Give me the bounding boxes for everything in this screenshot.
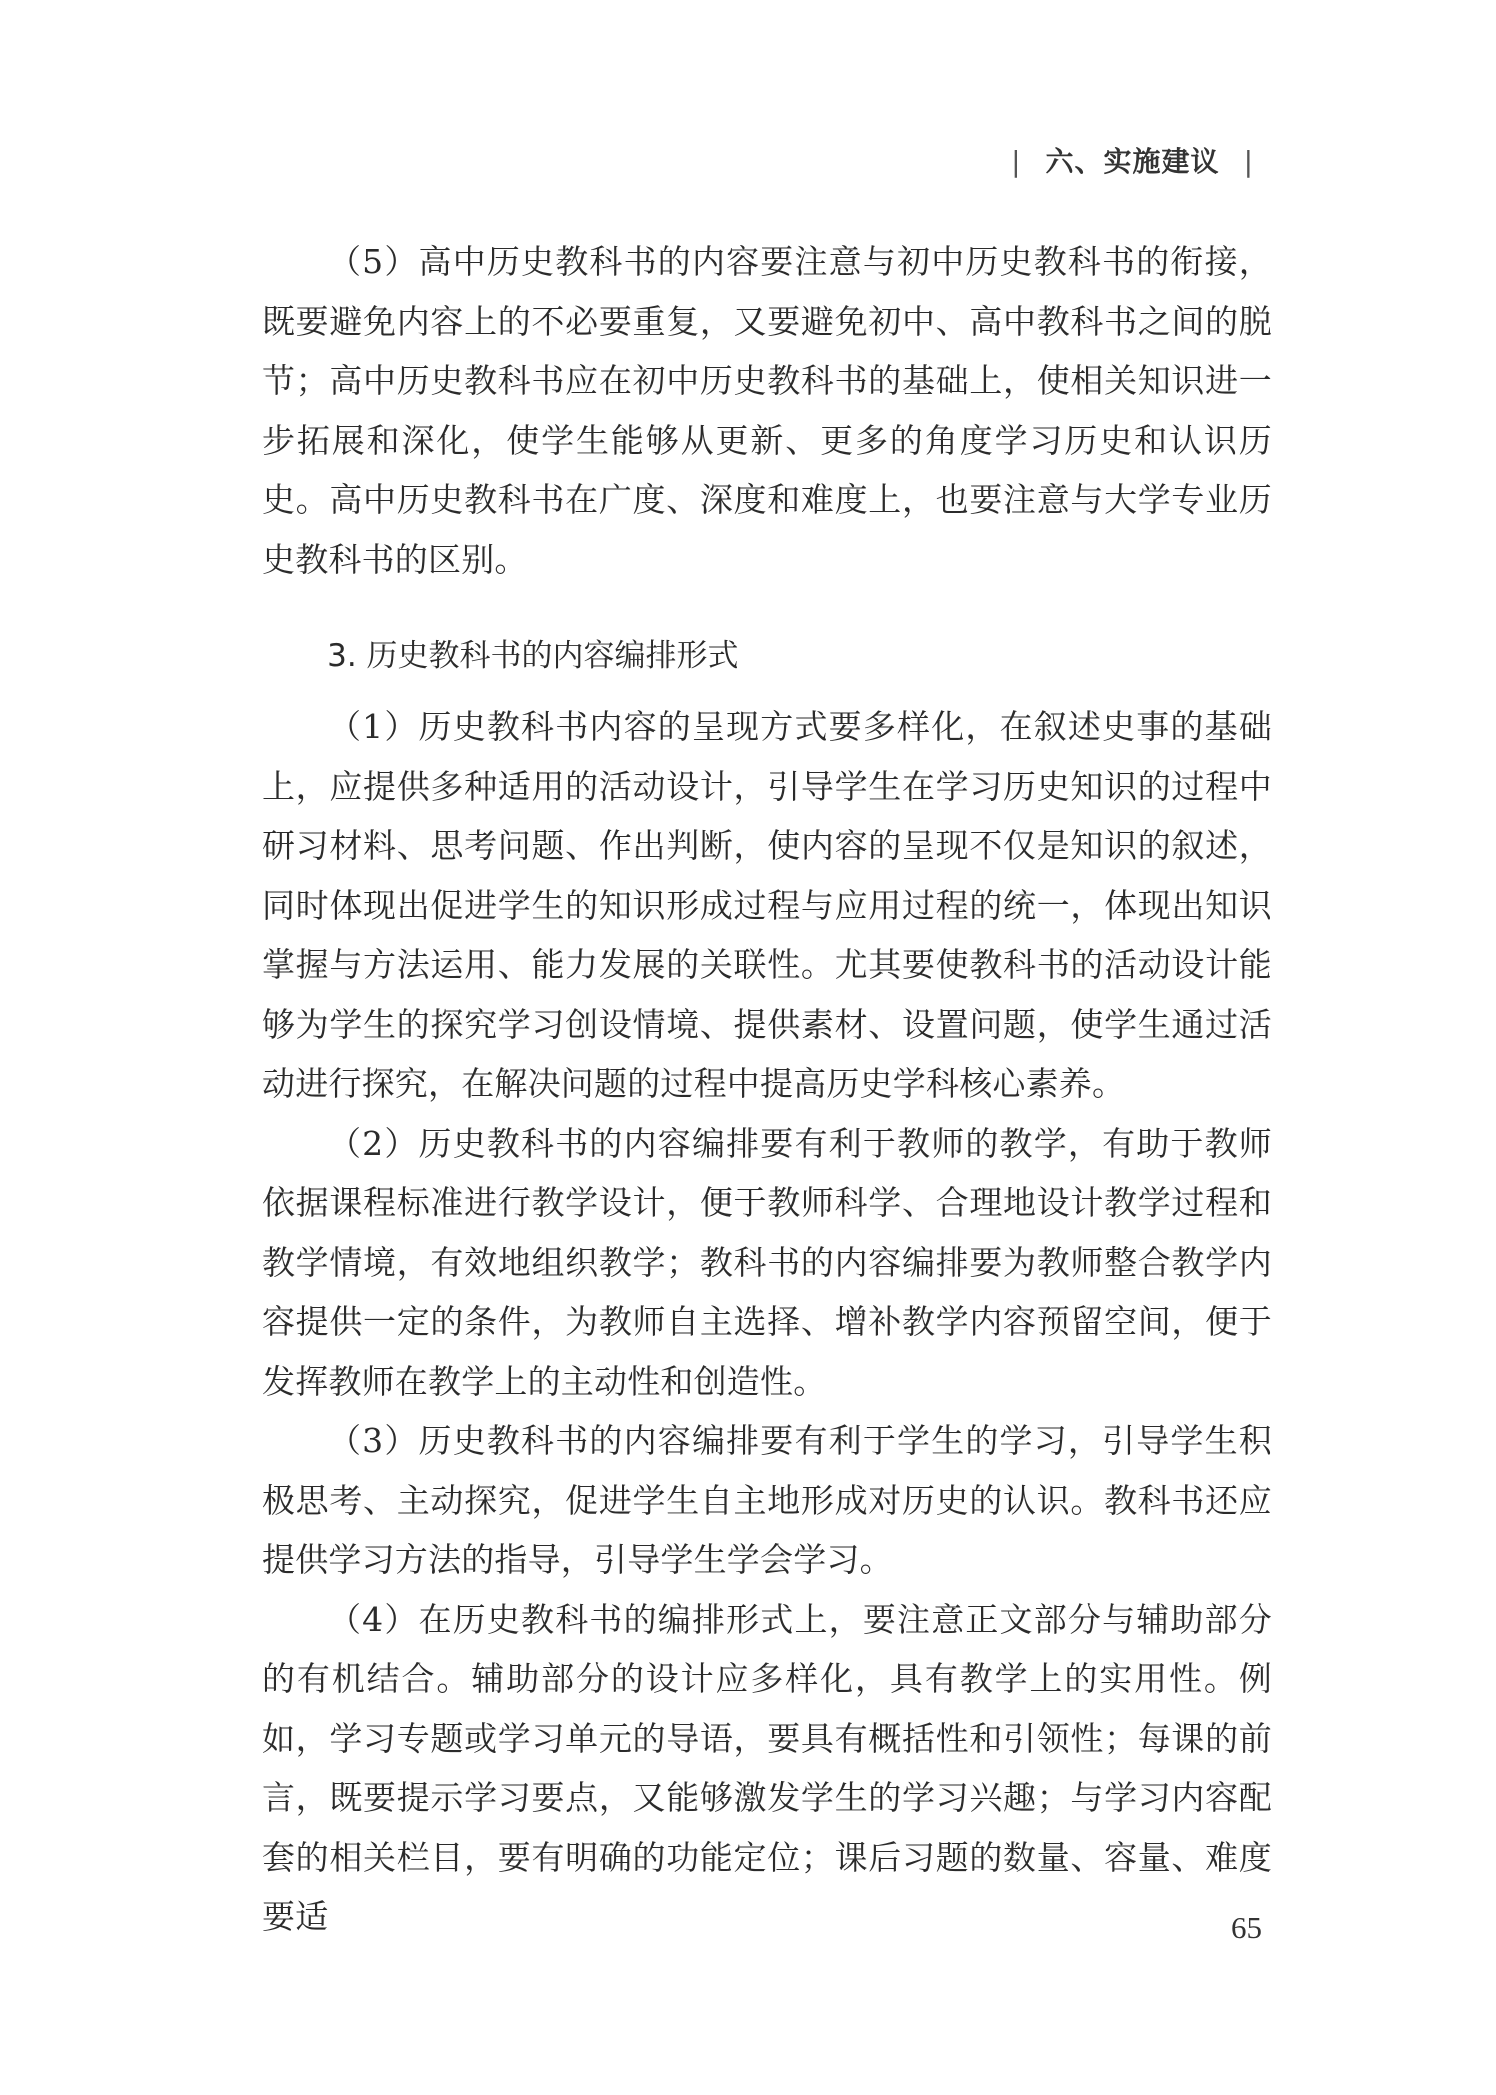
header-right-bar: | (1243, 145, 1254, 178)
running-header (987, 142, 1278, 182)
section-heading: 3. 历史教科书的内容编排形式 (327, 638, 739, 674)
page-number: 65 (1231, 1910, 1262, 1945)
paragraph-5: （5）高中历史教科书的内容要注意与初中历史教科书的衔接，既要避免内容上的不必要重复，又要避免初中、高中教科书之间的脱节；高中历史教科书应在初中历史教科书的基础上，使相关知识进一步拓展和深化，使学生能够从更新、更多的角度学习历史和认识历史。高中历史教科书在广度、深度和难度上，也要注意与大学专业历史教科书的区别。 (262, 242, 1272, 579)
page-body (262, 232, 1272, 1947)
paragraph-4: （4）在历史教科书的编排形式上，要注意正文部分与辅助部分的有机结合。辅助部分的设计应多样化，具有教学上的实用性。例如，学习专题或学习单元的导语，要具有概括性和引领性；每课的前言，既要提示学习要点，又能够激发学生的学习兴趣；与学习内容配套的相关栏目，要有明确的功能定位；课后习题的数量、容量、难度要适 (262, 1599, 1272, 1936)
paragraph-3: （3）历史教科书的内容编排要有利于学生的学习，引导学生积极思考、主动探究，促进学生自主地形成对历史的认识。教科书还应提供学习方法的指导，引导学生学会学习。 (262, 1421, 1272, 1579)
paragraph-1: （1）历史教科书内容的呈现方式要多样化，在叙述史事的基础上，应提供多种适用的活动设计，引导学生在学习历史知识的过程中研习材料、思考问题、作出判断，使内容的呈现不仅是知识的叙述，同时体现出促进学生的知识形成过程与应用过程的统一，体现出知识掌握与方法运用、能力发展的关联性。尤其要使教科书的活动设计能够为学生的探究学习创设情境、提供素材、设置问题，使学生通过活动进行探究，在解决问题的过程中提高历史学科核心素养。 (262, 707, 1272, 1103)
header-left-bar: | (1011, 145, 1022, 178)
chapter-title: 六、实施建议 (1045, 145, 1220, 178)
paragraph-2: （2）历史教科书的内容编排要有利于教师的教学，有助于教师依据课程标准进行教学设计，便于教师科学、合理地设计教学过程和教学情境，有效地组织教学；教科书的内容编排要为教师整合教学内容提供一定的条件，为教师自主选择、增补教学内容预留空间，便于发挥教师在教学上的主动性和创造性。 (262, 1123, 1272, 1401)
